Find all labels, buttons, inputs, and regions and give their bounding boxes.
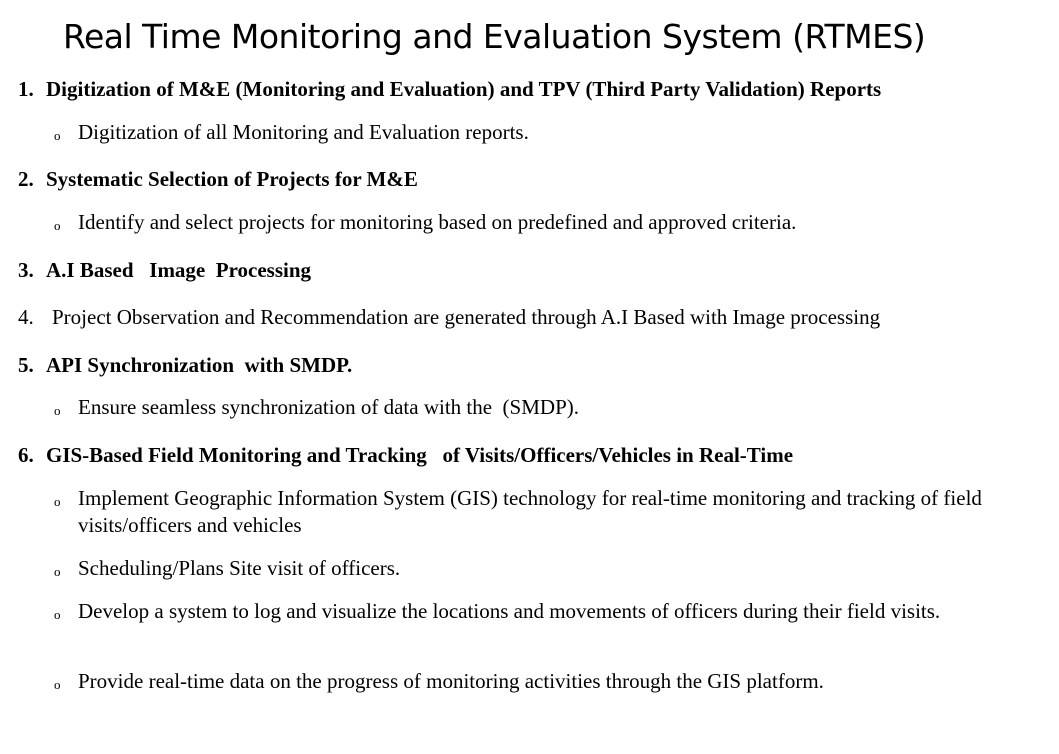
- sub-item-1-1: [54, 119, 1014, 146]
- item-number: 1.: [18, 77, 34, 101]
- sub-item-2-1: [54, 209, 1014, 236]
- item-heading: Systematic Selection of Projects for M&E: [46, 167, 418, 191]
- list-item-5: [18, 352, 352, 379]
- item-heading: Project Observation and Recommendation are generated through A.I Based with Image processing: [52, 305, 881, 329]
- list-item-1: [18, 76, 881, 103]
- sub-item-text: Provide real-time data on the progress of monitoring activities through the GIS platform.: [78, 669, 824, 693]
- item-heading: GIS-Based Field Monitoring and Tracking of Visits/Officers/Vehicles in Real-Time: [46, 443, 794, 467]
- item-heading: A.I Based Image Processing: [46, 258, 312, 282]
- sub-item-text: Develop a system to log and visualize the locations and movements of officers during their field visits.: [78, 599, 941, 623]
- list-item-2: [18, 166, 418, 193]
- item-heading: API Synchronization with SMDP.: [46, 353, 353, 377]
- sub-item-text: Implement Geographic Information System (GIS) technology for real-time monitoring and tracking of field visits/officers and vehicles: [78, 486, 982, 537]
- bullet-icon: o: [54, 607, 61, 622]
- sub-item-6-1: [54, 485, 1014, 539]
- list-item-6: [18, 442, 793, 469]
- sub-item-text: Digitization of all Monitoring and Evaluation reports.: [78, 120, 529, 144]
- sub-item-text: Ensure seamless synchronization of data with the (SMDP).: [78, 395, 579, 419]
- item-heading: Digitization of M&E (Monitoring and Evaluation) and TPV (Third Party Validation) Reports: [46, 77, 882, 101]
- bullet-icon: o: [54, 494, 61, 509]
- item-number: 4.: [18, 305, 34, 329]
- page-title: Real Time Monitoring and Evaluation System (RTMES): [63, 17, 926, 56]
- list-item-4: [18, 304, 880, 331]
- item-number: 6.: [18, 443, 34, 467]
- item-number: 5.: [18, 353, 34, 377]
- sub-item-6-2: [54, 555, 1014, 582]
- bullet-icon: o: [54, 677, 61, 692]
- item-number: 2.: [18, 167, 34, 191]
- sub-item-6-3: [54, 598, 1014, 625]
- bullet-icon: o: [54, 128, 61, 143]
- sub-item-text: Identify and select projects for monitoring based on predefined and approved criteria.: [78, 210, 797, 234]
- bullet-icon: o: [54, 403, 61, 418]
- list-item-3: [18, 257, 311, 284]
- sub-item-5-1: [54, 394, 1014, 421]
- sub-item-6-4: [54, 668, 1014, 695]
- sub-item-text: Scheduling/Plans Site visit of officers.: [78, 556, 401, 580]
- item-number: 3.: [18, 258, 34, 282]
- bullet-icon: o: [54, 218, 61, 233]
- bullet-icon: o: [54, 564, 61, 579]
